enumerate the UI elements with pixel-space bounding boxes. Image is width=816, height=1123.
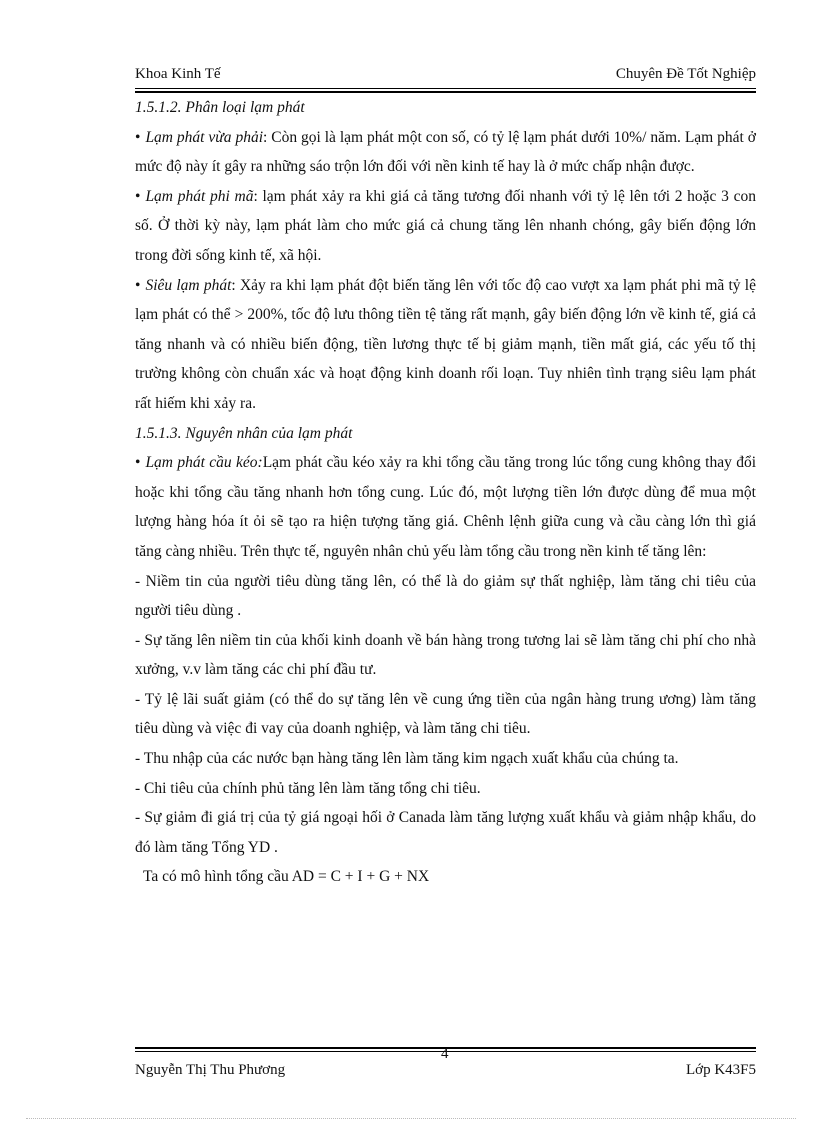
footer-class: Lớp K43F5: [685, 1062, 756, 1078]
bullet-text: : Xảy ra khi lạm phát đột biến tăng lên với tốc độ cao vượt xa lạm phát phi mã tỷ lệ lạm phát có thể > 200%, tốc độ lưu thông tiền tệ tăng rất mạnh, gây biến động lớn về kinh tế, giá cả tăng nhanh và có nhiều biến động, tiền lương thực tế bị giảm mạnh, tiền mất giá, các yếu tố thị trường không còn chuẩn xác và hoạt động kinh doanh rối loạn. Tuy nhiên tình trạng siêu lạm phát rất hiếm khi xảy ra.: [135, 276, 756, 412]
bullet-term: • Lạm phát phi mã: [135, 188, 253, 205]
header-faculty: Khoa Kinh Tế: [135, 66, 221, 82]
formula-line: Ta có mô hình tổng cầu AD = C + I + G + NX: [143, 868, 430, 886]
bullet-paragraph: [135, 448, 756, 566]
footer-author: Nguyễn Thị Thu Phương: [135, 1062, 286, 1078]
bullet-text: : lạm phát xảy ra khi giá cả tăng tương đối nhanh với tỷ lệ lên tới 2 hoặc 3 con số. Ở thời kỳ này, lạm phát làm cho mức giá cả chung tăng lên nhanh chóng, gây biến động lớn trong đời sống kinh tế, xã hội.: [135, 187, 756, 264]
document-body: [135, 93, 756, 892]
header-title: Chuyên Đề Tốt Nghiệp: [615, 66, 756, 82]
page-edge-dotted-line: [26, 1118, 796, 1119]
dash-paragraph: - Niềm tin của người tiêu dùng tăng lên, có thể là do giảm sự thất nghiệp, làm tăng chi tiêu của người tiêu dùng .: [135, 572, 756, 620]
bullet-paragraph: [135, 123, 756, 182]
bullet-paragraph: [135, 182, 756, 271]
section-heading: 1.5.1.2. Phân loại lạm phát: [135, 99, 305, 116]
bullet-term: • Siêu lạm phát: [135, 277, 231, 294]
bullet-text: : Còn gọi là lạm phát một con số, có tỷ lệ lạm phát dưới 10%/ năm. Lạm phát ở mức độ này ít gây ra những sáo trộn lớn đối với nền kinh tế hay là ở mức chấp nhận được.: [135, 128, 756, 176]
bullet-paragraph: [135, 271, 756, 419]
bullet-text: Lạm phát cầu kéo xảy ra khi tổng cầu tăng trong lúc tổng cung không thay đổi hoặc khi tổng cầu tăng nhanh hơn tổng cung. Lúc đó, một lượng tiền lớn được dùng để mua một lượng hàng hóa ít ỏi sẽ tạo ra hiện tượng tăng giá. Chênh lệnh giữa cung và cầu càng lớn thì giá tăng càng nhiều. Trên thực tế, nguyên nhân chủ yếu làm tổng cầu trong nền kinh tế tăng lên:: [135, 454, 757, 560]
page-header: [135, 66, 756, 88]
dash-paragraph: - Sự tăng lên niềm tin của khối kinh doanh về bán hàng trong tương lai sẽ làm tăng chi phí cho nhà xưởng, v.v làm tăng các chi phí đầu tư.: [135, 631, 756, 679]
bullet-term: • Lạm phát cầu kéo:: [135, 454, 263, 471]
page-number: 4: [441, 1046, 449, 1062]
dash-paragraph: - Chi tiêu của chính phủ tăng lên làm tăng tổng chi tiêu.: [135, 779, 481, 797]
section-heading: 1.5.1.3. Nguyên nhân của lạm phát: [135, 424, 353, 442]
dash-paragraph: - Sự giảm đi giá trị của tỷ giá ngoại hối ở Canada làm tăng lượng xuất khẩu và giảm nhập khẩu, do đó làm tăng Tổng YD .: [135, 809, 756, 856]
dash-paragraph: - Thu nhập của các nước bạn hàng tăng lên làm tăng kim ngạch xuất khẩu của chúng ta.: [135, 750, 679, 768]
bullet-term: • Lạm phát vừa phải: [135, 129, 263, 146]
dash-paragraph: - Tỷ lệ lãi suất giảm (có thể do sự tăng lên về cung ứng tiền của ngân hàng trung ương) làm tăng tiêu dùng và việc đi vay của doanh nghiệp, và làm tăng chi tiêu.: [135, 690, 756, 738]
